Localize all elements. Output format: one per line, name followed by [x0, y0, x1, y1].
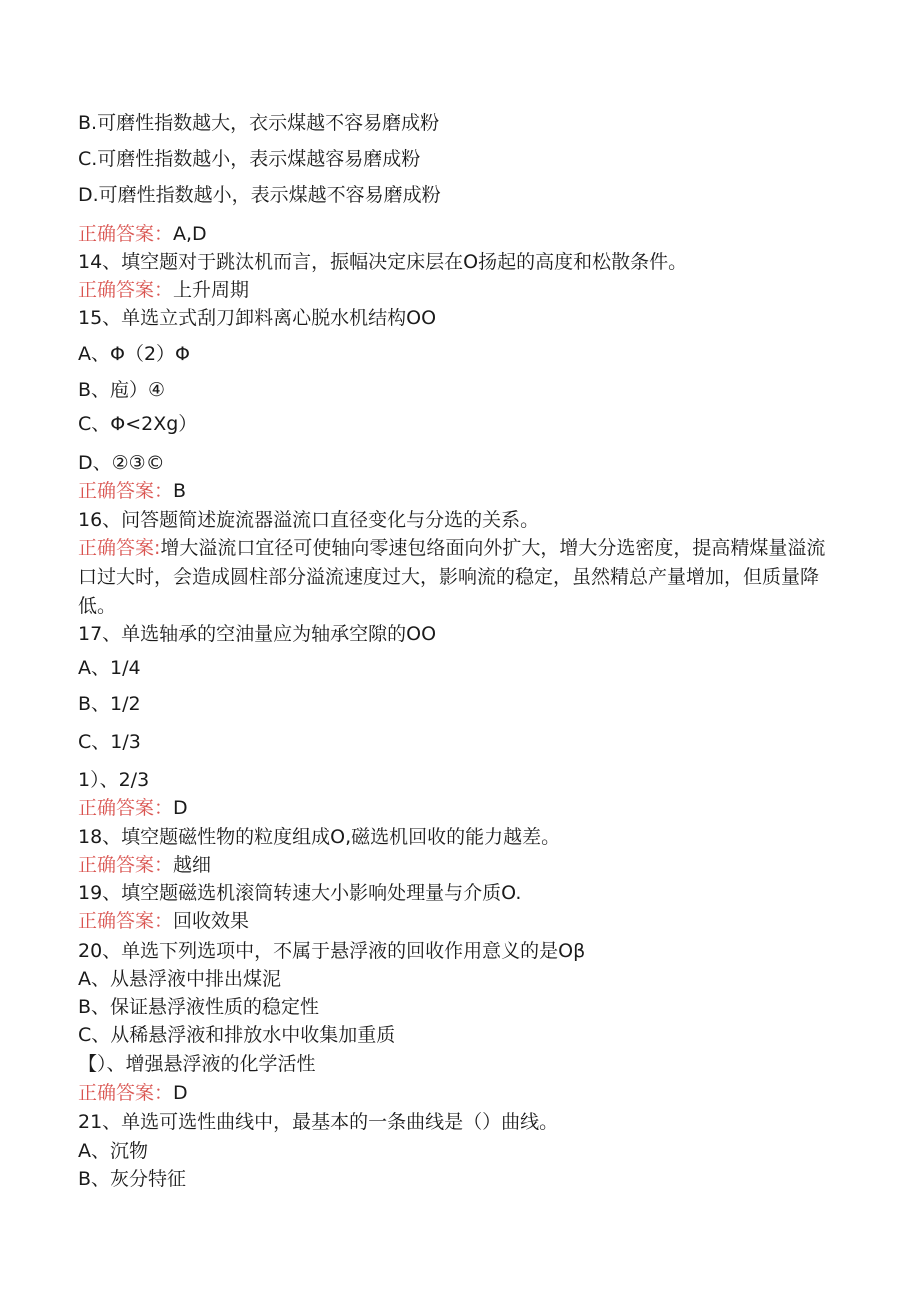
- option-b-prev: B.可磨性指数越大，衣示煤越不容易磨成粉: [78, 112, 440, 134]
- answer-row-16: [78, 534, 838, 621]
- answer-value-20: D: [173, 1082, 188, 1104]
- answer-row-13: [78, 222, 207, 246]
- answer-row-17: [78, 796, 188, 820]
- q20-option-b: B、保证悬浮液性质的稳定性: [78, 996, 320, 1018]
- answer-value-13: A,D: [173, 223, 207, 245]
- q15-option-a: A、Φ（2）Φ: [78, 343, 190, 365]
- answer-row-20: [78, 1081, 188, 1105]
- q17-option-c: C、1/3: [78, 731, 141, 753]
- question-15: 15、单选立式刮刀卸料离心脱水机结构OO: [78, 307, 437, 329]
- q15-option-c: C、Φ<2Xg）: [78, 413, 198, 435]
- answer-row-14: [78, 278, 249, 302]
- answer-row-18: [78, 853, 211, 877]
- option-c-prev: C.可磨性指数越小，表示煤越容易磨成粉: [78, 148, 421, 170]
- question-19: 19、填空题磁选机滚筒转速大小影响处理量与介质O.: [78, 882, 522, 904]
- q21-option-a: A、沉物: [78, 1140, 148, 1162]
- answer-label: 正确答案:: [78, 537, 161, 559]
- q17-option-a: A、1/4: [78, 657, 141, 679]
- question-17: 17、单选轴承的空油量应为轴承空隙的OO: [78, 623, 437, 645]
- answer-value-16: 增大溢流口宜径可使轴向零速包络面向外扩大，增大分选密度，提高精煤量溢流口过大时，会造成圆柱部分溢流速度过大，影响流的稳定，虽然精总产量增加，但质量降低。: [78, 537, 826, 617]
- q20-option-d: 【）、增强悬浮液的化学活性: [78, 1053, 316, 1075]
- answer-value-18: 越细: [173, 854, 212, 876]
- answer-label: 正确答案：: [78, 1082, 174, 1104]
- answer-label: 正确答案：: [78, 223, 174, 245]
- question-14: 14、填空题对于跳汰机而言，振幅决定床层在O扬起的高度和松散条件。: [78, 251, 688, 273]
- answer-value-19: 回收效果: [173, 910, 250, 932]
- answer-value-17: D: [173, 797, 188, 819]
- q21-option-b: B、灰分特征: [78, 1168, 187, 1190]
- q15-option-b: B、庖）④: [78, 379, 166, 401]
- answer-row-15: [78, 479, 186, 503]
- answer-label: 正确答案：: [78, 480, 174, 502]
- answer-row-19: [78, 909, 249, 933]
- question-20: 20、单选下列选项中，不属于悬浮液的回收作用意义的是Oβ: [78, 940, 586, 962]
- answer-value-15: B: [173, 480, 187, 502]
- answer-label: 正确答案：: [78, 854, 174, 876]
- question-16: 16、问答题简述旋流器溢流口直径变化与分选的关系。: [78, 509, 540, 531]
- question-18: 18、填空题磁性物的粒度组成O,磁选机回收的能力越差。: [78, 826, 561, 848]
- q20-option-c: C、从稀悬浮液和排放水中收集加重质: [78, 1024, 396, 1046]
- question-21: 21、单选可选性曲线中，最基本的一条曲线是（）曲线。: [78, 1111, 559, 1133]
- q15-option-d: D、②③©: [78, 452, 165, 474]
- answer-value-14: 上升周期: [173, 279, 250, 301]
- q17-option-d: 1）、2/3: [78, 769, 150, 791]
- answer-label: 正确答案：: [78, 279, 174, 301]
- q17-option-b: B、1/2: [78, 693, 141, 715]
- option-d-prev: D.可磨性指数越小，表示煤越不容易磨成粉: [78, 184, 441, 206]
- answer-label: 正确答案：: [78, 797, 174, 819]
- answer-label: 正确答案：: [78, 910, 174, 932]
- q20-option-a: A、从悬浮液中排出煤泥: [78, 968, 281, 990]
